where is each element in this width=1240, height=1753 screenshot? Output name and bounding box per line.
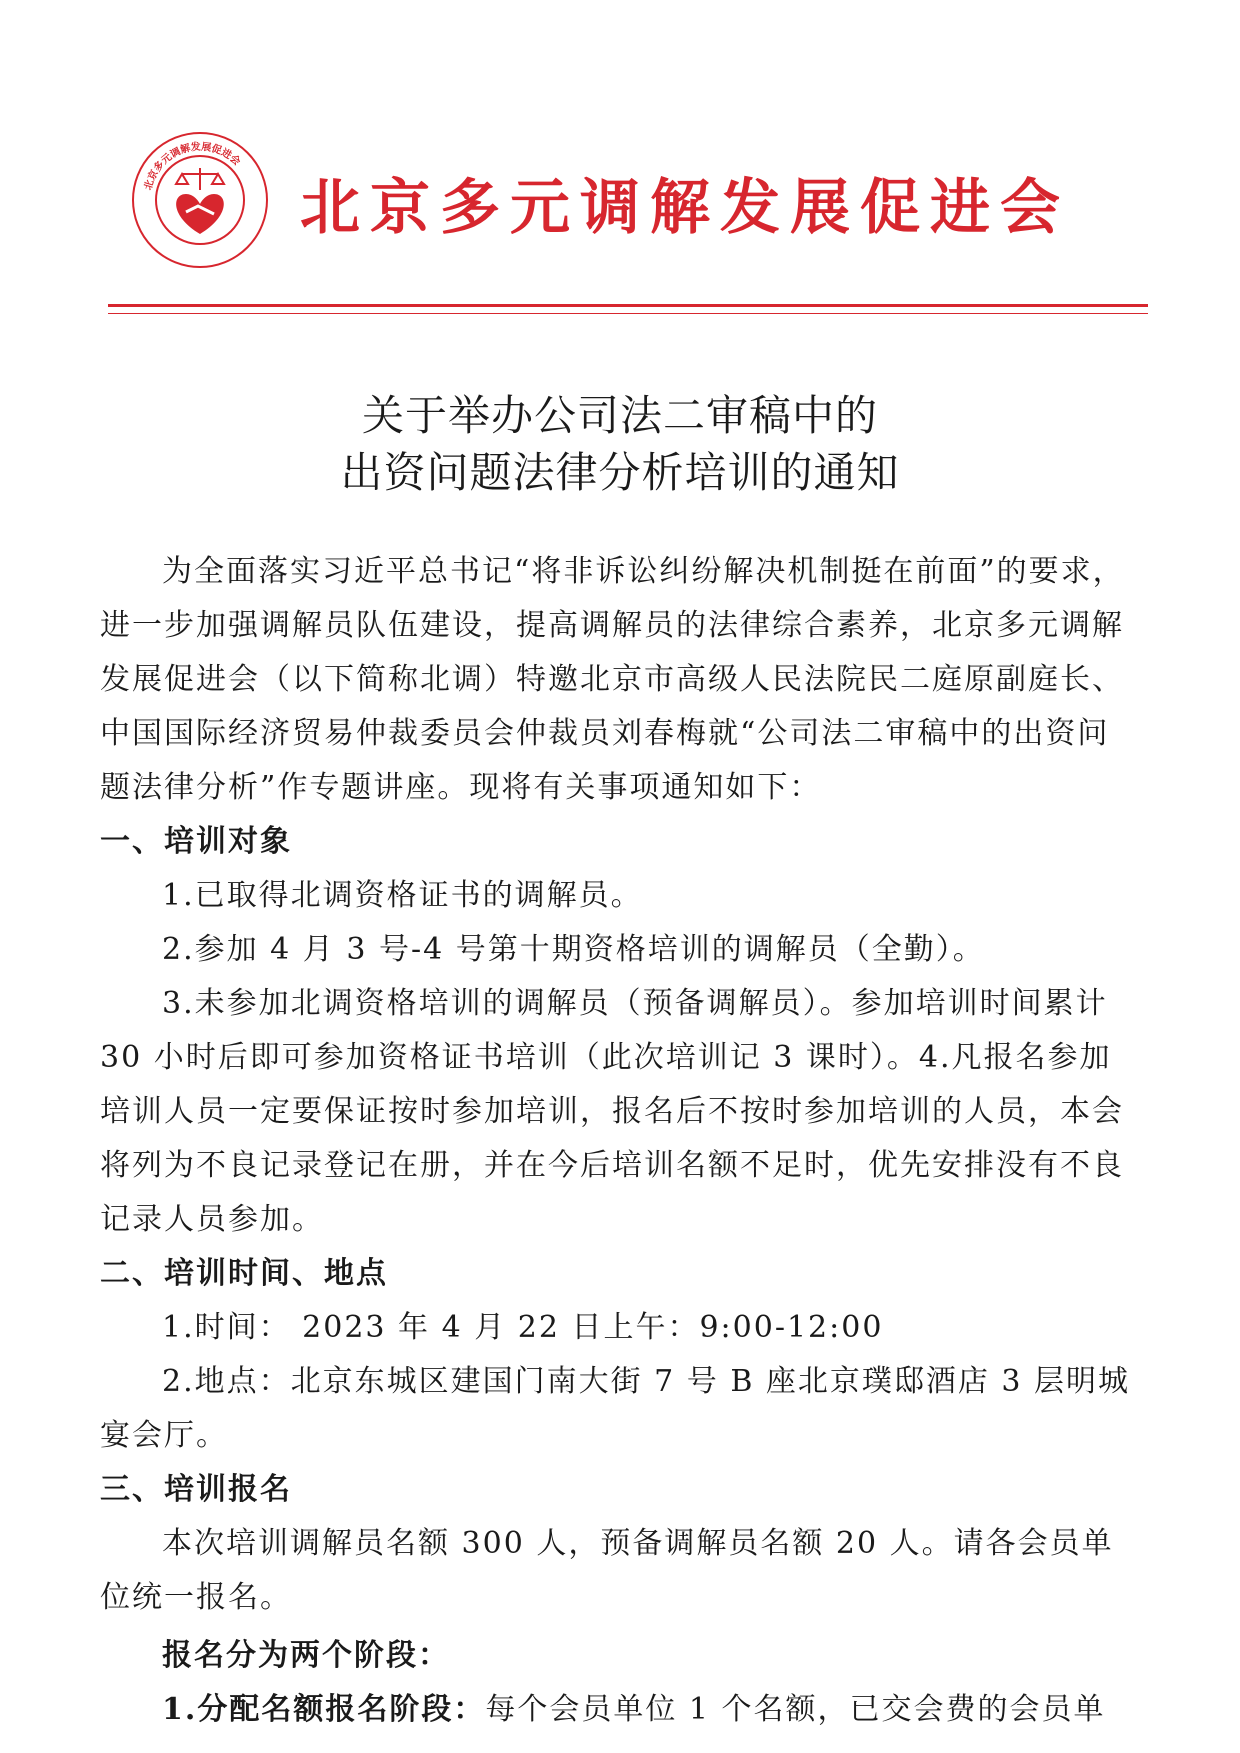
registration-stages-heading: 报名分为两个阶段： <box>162 1638 450 1673</box>
intro-paragraph: 为全面落实习近平总书记“将非诉讼纠纷解决机制挺在前面”的要求，进一步加强调解员队伍建设，提高调解员的法律综合素养，北京多元调解发展促进会（以下简称北调）特邀北京市高级人民法院民二庭原副庭长、中国国际经济贸易仲裁委员会仲裁员刘春梅就“公司法二审稿中的出资问题法律分析”作专题讲座。现将有关事项通知如下： <box>100 554 1125 805</box>
stage-1-text: 每个会员单位 1 个名额，已交会费的会员单 <box>485 1692 1106 1727</box>
registration-stage-1 <box>100 1683 1136 1737</box>
scales-of-justice-icon <box>176 168 224 190</box>
header-divider-thick <box>108 304 1148 307</box>
stage-1-label: 1.分配名额报名阶段： <box>162 1692 486 1727</box>
document-title-line-2: 出资问题法律分析培训的通知 <box>340 448 900 497</box>
document-title-line-1: 关于举办公司法二审稿中的 <box>361 391 878 440</box>
document-body <box>100 545 1136 1737</box>
organization-name: 北京多元调解发展促进会 <box>300 173 1070 243</box>
section-heading-time-location: 二、培训时间、地点 <box>100 1256 388 1291</box>
registration-quota-paragraph: 本次培训调解员名额 300 人，预备调解员名额 20 人。请各会员单位统一报名。 <box>100 1526 1114 1615</box>
training-time: 1.时间： 2023 年 4 月 22 日上午：9:00-12:00 <box>162 1310 884 1345</box>
list-item: 2.参加 4 月 3 号-4 号第十期资格培训的调解员（全勤）。 <box>162 932 985 967</box>
header-divider-thin <box>108 313 1148 314</box>
seal-text: 北京多元调解发展促进会 <box>142 141 243 192</box>
list-item: 3.未参加北调资格培训的调解员（预备调解员）。参加培训时间累计 30 小时后即可参加资格证书培训（此次培训记 3 课时）。4.凡报名参加培训人员一定要保证按时参加培训，报名后不按时参加培训的人员，本会将列为不良记录登记在册，并在今后培训名额不足时，优先安排没有不良记录人员参加。 <box>100 986 1124 1237</box>
heart-handshake-icon <box>176 194 224 234</box>
section-heading-training-target: 一、培训对象 <box>100 824 292 859</box>
association-seal-logo <box>130 130 270 270</box>
section-heading-registration: 三、培训报名 <box>100 1472 292 1507</box>
training-location: 2.地点：北京东城区建国门南大街 7 号 B 座北京璞邸酒店 3 层明城宴会厅。 <box>100 1364 1131 1453</box>
list-item: 1.已取得北调资格证书的调解员。 <box>162 878 643 913</box>
